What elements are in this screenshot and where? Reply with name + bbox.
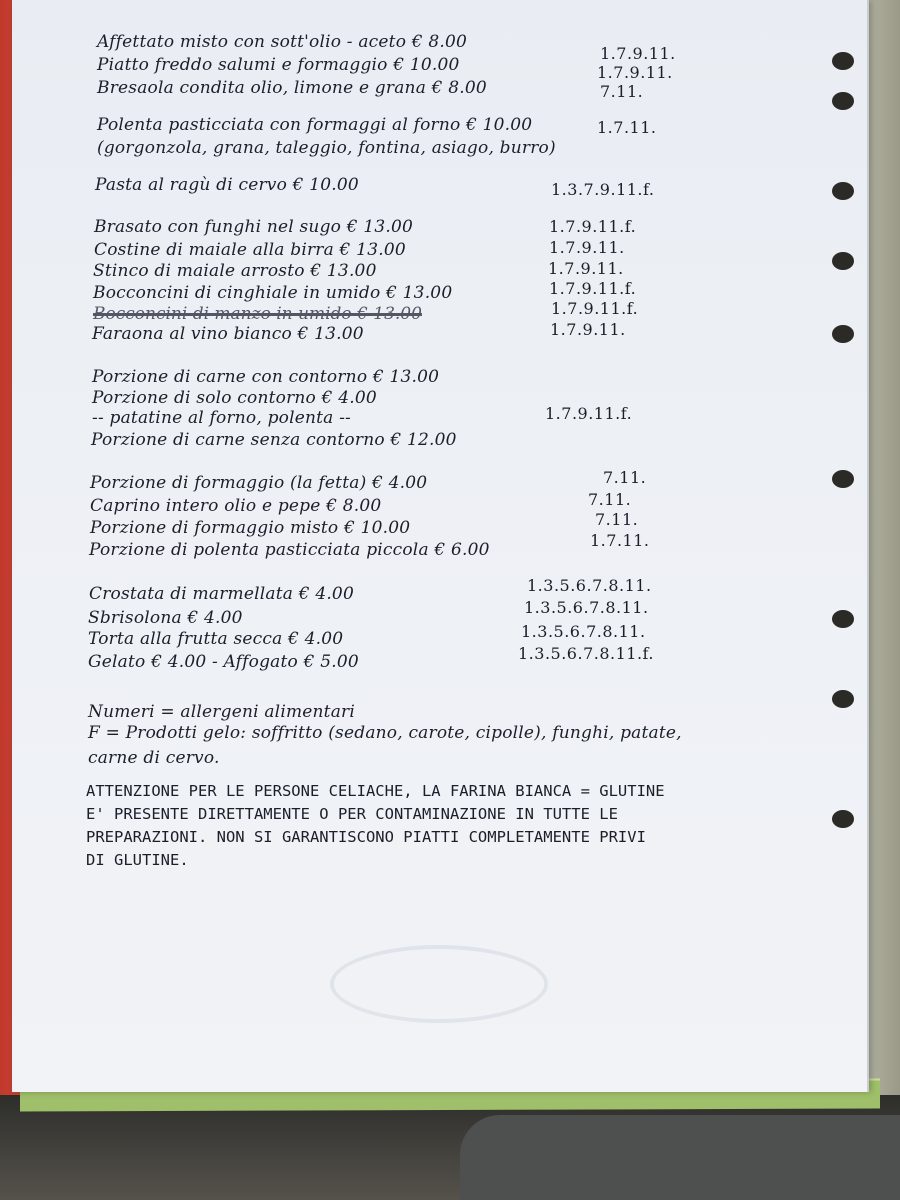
menu-item: Faraona al vino bianco € 13.00 [92, 324, 364, 344]
allergen-code: 1.3.5.6.7.8.11.f. [518, 644, 654, 663]
allergen-code: 1.7.9.11.f. [545, 404, 633, 423]
warning-line: PREPARAZIONI. NON SI GARANTISCONO PIATTI COMPLETAMENTE PRIVI [86, 828, 646, 846]
menu-item: Polenta pasticciata con formaggi al forno € 10.00 [97, 115, 533, 135]
menu-item: Porzione di polenta pasticciata piccola € 6.00 [89, 540, 490, 560]
menu-item: Pasta al ragù di cervo € 10.00 [95, 175, 359, 195]
allergen-code: 7.11. [600, 82, 644, 101]
allergen-code: 1.7.9.11. [550, 320, 626, 339]
menu-item: Porzione di carne senza contorno € 12.00 [91, 430, 457, 450]
allergen-code: 1.3.5.6.7.8.11. [527, 576, 652, 595]
menu-item: Porzione di formaggio (la fetta) € 4.00 [90, 473, 428, 493]
allergen-note: Numeri = allergeni alimentari [88, 702, 356, 722]
allergen-code: 1.7.9.11. [597, 63, 673, 82]
allergen-code: 1.7.9.11. [549, 238, 625, 257]
allergen-code: 1.7.9.11. [600, 44, 676, 63]
menu-item-struck-out: Bocconcini di manzo in umido € 13.00 [93, 304, 422, 324]
menu-item: -- patatine al forno, polenta -- [92, 408, 352, 428]
frozen-products-note: carne di cervo. [88, 748, 220, 768]
menu-item: Gelato € 4.00 - Affogato € 5.00 [88, 652, 359, 672]
menu-item: Brasato con funghi nel sugo € 13.00 [94, 217, 413, 237]
menu-item: Costine di maiale alla birra € 13.00 [94, 240, 406, 260]
menu-item: Stinco di maiale arrosto € 13.00 [93, 261, 377, 281]
allergen-code: 1.7.9.11. [548, 259, 624, 278]
allergen-code: 1.7.9.11.f. [551, 299, 639, 318]
menu-item: Torta alla frutta secca € 4.00 [88, 629, 344, 649]
menu-item: Sbrisolona € 4.00 [88, 608, 243, 628]
warning-line: ATTENZIONE PER LE PERSONE CELIACHE, LA FARINA BIANCA = GLUTINE [86, 782, 665, 800]
menu-item: Crostata di marmellata € 4.00 [89, 584, 354, 604]
warning-line: DI GLUTINE. [86, 851, 189, 869]
warning-line: E' PRESENTE DIRETTAMENTE O PER CONTAMINAZIONE IN TUTTE LE [86, 805, 618, 823]
frozen-products-note: F = Prodotti gelo: soffritto (sedano, carote, cipolle), funghi, patate, [88, 723, 682, 743]
allergen-code: 7.11. [603, 468, 647, 487]
menu-item: Bresaola condita olio, limone e grana € 8.00 [97, 78, 487, 98]
menu-item: Caprino intero olio e pepe € 8.00 [90, 496, 382, 516]
allergen-code: 1.7.11. [597, 118, 657, 137]
allergen-code: 1.7.11. [590, 531, 650, 550]
allergen-code: 1.7.9.11.f. [549, 217, 637, 236]
allergen-code: 1.7.9.11.f. [549, 279, 637, 298]
allergen-code: 7.11. [588, 490, 632, 509]
menu-item: Bocconcini di cinghiale in umido € 13.00 [93, 283, 453, 303]
allergen-code: 1.3.5.6.7.8.11. [524, 598, 649, 617]
menu-item: Piatto freddo salumi e formaggio € 10.00 [97, 55, 460, 75]
allergen-code: 7.11. [595, 510, 639, 529]
celiac-warning [86, 780, 806, 872]
menu-item: Porzione di formaggio misto € 10.00 [90, 518, 411, 538]
allergen-code: 1.3.7.9.11.f. [551, 180, 655, 199]
menu-item: Affettato misto con sott'olio - aceto € 8.00 [97, 32, 468, 52]
menu-item: Porzione di solo contorno € 4.00 [92, 388, 377, 408]
menu-item: Porzione di carne con contorno € 13.00 [92, 367, 440, 387]
allergen-code: 1.3.5.6.7.8.11. [521, 622, 646, 641]
menu-item: (gorgonzola, grana, taleggio, fontina, asiago, burro) [97, 138, 556, 158]
